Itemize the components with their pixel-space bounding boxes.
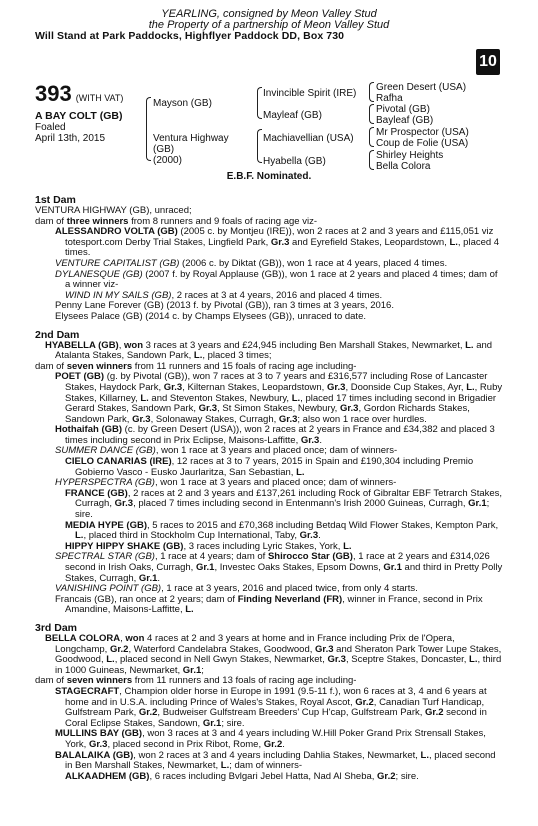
body-line: ALKAADHEM (GB), 6 races including Bvlgari Jebel Hatta, Nad Al Sheba, Gr.2; sire. [65,770,419,782]
first-dam-title: 1st Dam [35,194,76,206]
pedigree-dsd: Coup de Folie (USA) [376,138,469,149]
body-line: SUMMER DANCE (GB), won 1 race at 3 years and placed once; dam of winners- [55,445,398,457]
second-dam-title: 2nd Dam [35,328,80,341]
body-line: HYABELLA (GB), won 3 races at 3 years and £24,945 including Ben Marshall Stakes, Newmarket, L. and Atalanta Stakes, Sandown Park, L., placed 3 times; [45,339,493,362]
pedigree-dam-2: (GB) [153,144,175,155]
pedigree-brace-2 [257,87,262,119]
body-line: dam of seven winners from 11 runners and 15 foals of racing age including- [35,360,357,372]
pedigree-brace-4 [369,82,374,102]
lot-number [35,82,123,110]
body-line: dam of seven winners from 11 runners and 13 foals of racing age including- [35,675,357,687]
pedigree-ssd: Rafha [376,93,403,104]
lot-number-value: 393 [35,81,72,106]
body-line: BALALAIKA (GB), won 2 races at 3 and 4 years including Dahlia Stakes, Newmarket, L., placed second in Ben Marshall Stakes, Newmarket, L.; dam of winners- [55,749,496,772]
foaled-date: April 13th, 2015 [35,133,106,144]
pedigree-brace-1 [146,97,151,161]
body-line: Elysees Palace (GB) (2014 c. by Champs Elysees (GB)), unraced to date. [55,310,366,322]
pedigree-dds: Shirley Heights [376,150,444,161]
consignor-line: YEARLING, consigned by Meon Valley Stud [161,8,377,20]
body-line: Francais (GB), ran once at 2 years; dam of Finding Neverland (FR), winner in France, second in Prix Amandine, Maisons-Laffitte, L. [55,593,483,616]
body-line: dam of three winners from 8 runners and 9 foals of racing age viz- [35,215,317,227]
third-dam-title: 3rd Dam [35,621,78,634]
body-line: STAGECRAFT, Champion older horse in Europe in 1991 (9.5-11 f.), won 6 races at 3, 4 and 6 years at home and in U.S.A. including Prince of Wales's Stakes, Royal Ascot, Gr.2, Canadian Turf Handicap, Gulfstream Park, Gr.2, Budweiser Gulfstream Breeders' Cup H'cap, Gulfstream Park, Gr.2 second in Coral Eclipse Stakes, Sandown, Gr.1; sire. [55,685,487,729]
body-line: HIPPY HIPPY SHAKE (GB), 3 races including Lyric Stakes, York, L. [65,540,352,552]
pedigree-brace-7 [369,150,374,170]
pedigree-brace-3 [257,129,262,163]
body-line: VENTURE CAPITALIST (GB) (2006 c. by Diktat (GB)), won 1 race at 4 years, placed 4 times. [55,257,448,269]
pedigree-sire: Mayson (GB) [153,98,212,109]
body-line: DYLANESQUE (GB) (2007 f. by Royal Applause (GB)), won 1 race at 2 years and placed 4 times; dam of a winner viz- [55,268,498,291]
pedigree-ddd: Bella Colora [376,161,431,172]
pedigree-ss: Invincible Spirit (IRE) [263,88,357,99]
body-line: VENTURA HIGHWAY (GB), unraced; [35,205,192,216]
pedigree-sdd: Bayleaf (GB) [376,115,434,126]
body-line: POET (GB) (g. by Pivotal (GB)), won 7 races at 3 to 7 years and £316,577 including Rose of Lancaster Stakes, Haydock Park, Gr.3, Kilternan Stakes, Leopardstown, Gr.3, Doonside Cup Stakes, Ayr, L., Ruby Stakes, Killarney, L. and Steventon Stakes, Newbury, L., placed 17 times including second in Brigadier Gerard Stakes, Sandown Park, Gr.3, St Simon Stakes, Newbury, Gr.3, Gordon Richards Stakes, Sandown Park, Gr.3, Solonaway Stakes, Curragh, Gr.3; also won 1 race over hurdles. [55,371,503,425]
pedigree-dss: Mr Prospector (USA) [376,127,469,138]
body-line: WIND IN MY SAILS (GB), 2 races at 3 at 4 years, 2016 and placed 4 times. [65,289,383,301]
body-line: BELLA COLORA, won 4 races at 2 and 3 years at home and in France including Prix de l'Opera, Longchamp, Gr.2, Waterford Candelabra Stakes, Goodwood, Gr.3 and Sheraton Park Tower Lupe Stakes, Goodwood, L., placed second in Nell Gwyn Stakes, Newmarket, Gr.3, Sceptre Stakes, Doncaster, L., third in 1000 Guineas, Newmarket, Gr.1; [45,632,502,676]
pedigree-brace-5 [369,104,374,124]
pedigree-sd: Mayleaf (GB) [263,110,322,121]
pedigree-dd: Hyabella (GB) [263,156,326,167]
body-line: FRANCE (GB), 2 races at 2 and 3 years and £137,261 including Rock of Gibraltar EBF Tetrarch Stakes, Curragh, Gr.3, placed 7 times including second in Entenmann's Irish 2000 Guineas, Curragh, Gr.1; sire. [65,487,503,521]
body-line: ALESSANDRO VOLTA (GB) (2005 c. by Montjeu (IRE)), won 2 races at 2 and 3 years and £115,051 viz totesport.com Derby Trial Stakes, Lingfield Park, Gr.3 and Eyrefield Stakes, Leopardstown, L., placed 4 times. [55,226,500,259]
pedigree-dam-1: Ventura Highway [153,133,229,144]
body-line: Penny Lane Forever (GB) (2013 f. by Pivotal (GB)), ran 3 times at 3 years, 2016. [55,300,394,312]
vat-note: (WITH VAT) [75,93,124,103]
pedigree-sds: Pivotal (GB) [376,104,430,115]
body-line: HYPERSPECTRA (GB), won 1 race at 3 years and placed once; dam of winners- [55,477,397,489]
body-line: CIELO CANARIAS (IRE), 12 races at 3 to 7 years, 2015 in Spain and £190,304 including Premio Gobierno Vasco - Eusko Jaurlaritza, San Sebastian, L. [65,456,474,478]
location-line: Will Stand at Park Paddocks, Highflyer Paddock DD, Box 730 [35,30,345,42]
pedigree-dam-3: (2000) [153,155,182,166]
body-line: MEDIA HYPE (GB), 5 races to 2015 and £70,368 including Betdaq Wild Flower Stakes, Kempton Park, L., placed third in Stockholm Cup International, Taby, Gr.3. [65,519,499,542]
body-line: SPECTRAL STAR (GB), 1 race at 4 years; dam of Shirocco Star (GB), 1 race at 2 years and £314,026 second in Irish Oaks, Curragh, Gr.1, Investec Oaks Stakes, Epsom Downs, Gr.1 and third in Pretty Polly Stakes, Curragh, Gr.1. [55,551,503,584]
ebf-nominated: E.B.F. Nominated. [226,171,312,182]
body-line: Hothaifah (GB) (c. by Green Desert (USA)), won 2 races at 2 years in France and £34,382 and placed 3 times including second in Prix Eclipse, Maisons-Laffitte, Gr.3. [55,424,495,446]
page-number-badge: 10 [476,49,500,75]
pedigree-ds: Machiavellian (USA) [263,133,354,144]
body-line: VANISHING POINT (GB), 1 race at 3 years, 2016 and placed twice, from only 4 starts. [55,583,418,595]
pedigree-sss: Green Desert (USA) [376,82,467,93]
catalogue-body [35,188,505,782]
pedigree-brace-6 [369,127,374,147]
horse-name: A BAY COLT (GB) [35,110,123,122]
foaled-label: Foaled [35,122,66,133]
body-line: MULLINS BAY (GB), won 3 races at 3 and 4 years including W.Hill Poker Grand Prix Strensall Stakes, York, Gr.3, placed second in Prix Ribot, Rome, Gr.2. [55,728,486,750]
property-line: the Property of a partnership of Meon Valley Stud [148,19,390,31]
